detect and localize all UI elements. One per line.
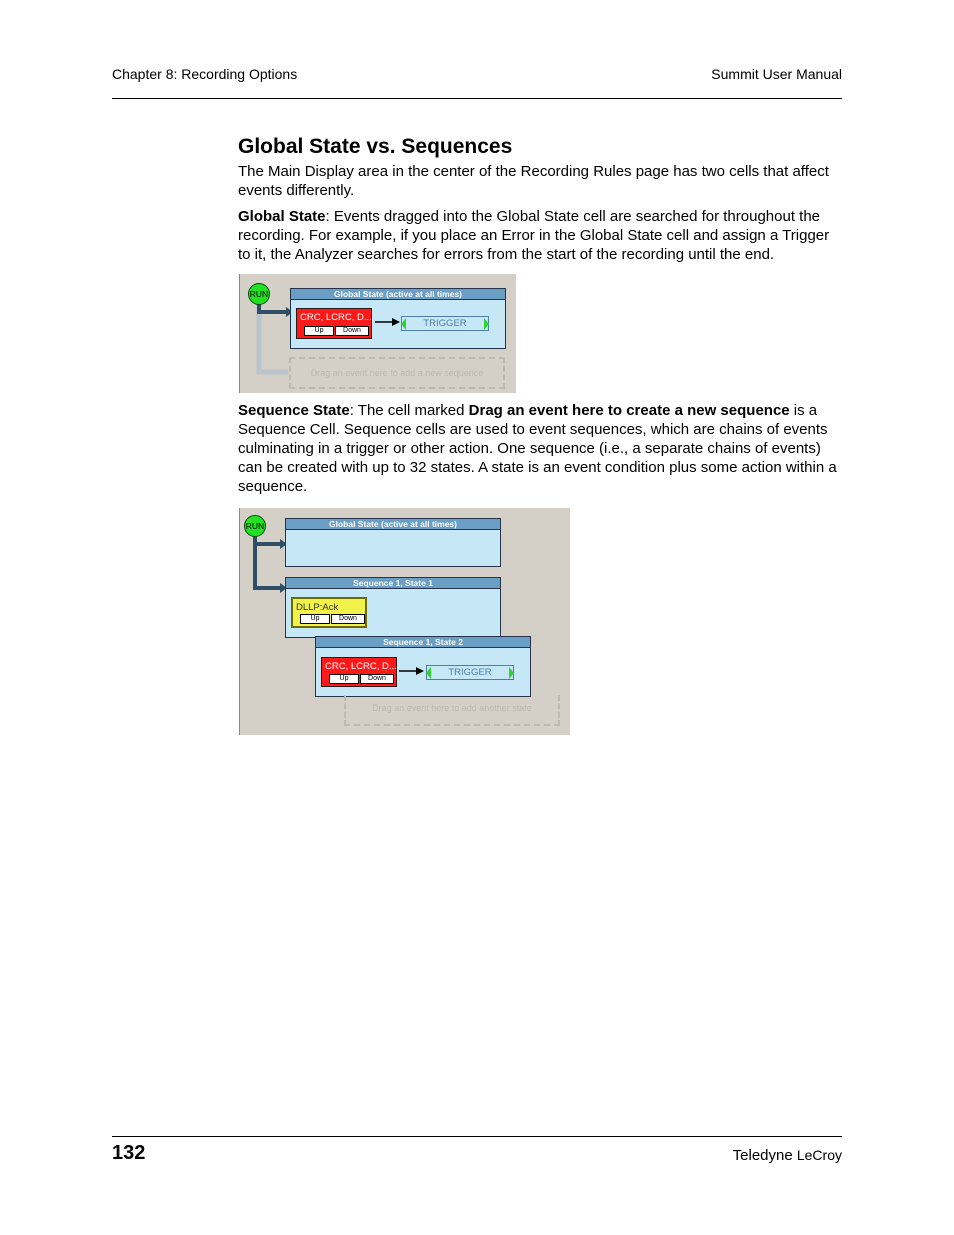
section-title: Global State vs. Sequences [238,135,513,158]
footer-brand-name: LeCroy [796,1147,842,1163]
figure-sequence-state [239,508,570,735]
sequence-state-block [238,401,842,496]
dllp-ack-label: DLLP:Ack [296,602,339,613]
arrow-right-icon [397,666,425,676]
figure-global-state [239,274,516,393]
new-sequence-dropzone[interactable]: Drag an event here to add a new sequence [289,357,505,389]
global-state-term: Global State [238,208,326,225]
event-up-button[interactable]: Up [300,614,330,624]
global-state-cell-title: Global State (active at all times) [291,289,505,300]
sequence-state-term: Sequence State [238,402,350,419]
event-up-button[interactable]: Up [304,326,334,336]
run-indicator[interactable]: RUN [244,515,266,537]
global-state-cell[interactable] [290,288,506,349]
error-event[interactable] [296,308,372,339]
footer-rule [112,1136,842,1137]
event-down-button[interactable]: Down [335,326,369,336]
global-state-text: : Events dragged into the Global State cell are searched for throughout the recording. For example, if you place an Error in the Global State cell and assign a Trigger to it, the Analyzer searches for errors from the start of the recording until the end. [238,208,830,263]
trigger-action[interactable]: TRIGGER [401,316,489,331]
footer-company: Teledyne [732,1147,793,1164]
sequence-state-text-a: : The cell marked [349,402,469,419]
sequence1-state1-cell[interactable] [285,577,501,638]
global-state-paragraph [238,207,842,264]
sequence1-state2-title: Sequence 1, State 2 [316,637,530,648]
running-header-chapter: Chapter 8: Recording Options [112,66,298,82]
trigger-action[interactable]: TRIGGER [426,665,514,680]
run-indicator[interactable]: RUN [248,283,270,305]
sequence-state-text-b: is a Sequence Cell. Sequence cells are used to event sequences, which are chains of events culminating in a trigger or other action. One sequence (i.e., a separate chains of events) can be created with up to 32 states. A state is an event condition plus some action within a sequence. [238,402,837,495]
header-rule [112,98,842,99]
error-event-label: CRC, LCRC, D... [300,312,372,323]
sequence-state-paragraph [238,401,842,496]
event-up-button[interactable]: Up [329,674,359,684]
footer-brand [733,1147,842,1164]
dllp-ack-event[interactable] [291,597,367,628]
new-state-dropzone[interactable]: Drag an event here to add another state [344,695,560,726]
event-down-button[interactable]: Down [360,674,394,684]
section-block [238,134,842,264]
error-event[interactable] [321,657,397,687]
event-down-button[interactable]: Down [331,614,365,624]
error-event-label: CRC, LCRC, D... [325,661,397,672]
intro-paragraph: The Main Display area in the center of the Recording Rules page has two cells that affect events differently. [238,163,829,199]
global-state-cell-title: Global State (active at all times) [286,519,500,530]
sequence-cell-name: Drag an event here to create a new sequence [468,402,790,419]
sequence1-state2-cell[interactable] [315,636,531,697]
running-header-manual: Summit User Manual [711,66,842,82]
arrow-right-icon [373,317,401,327]
page-number: 132 [112,1142,146,1164]
global-state-cell[interactable] [285,518,501,567]
sequence1-state1-title: Sequence 1, State 1 [286,578,500,589]
